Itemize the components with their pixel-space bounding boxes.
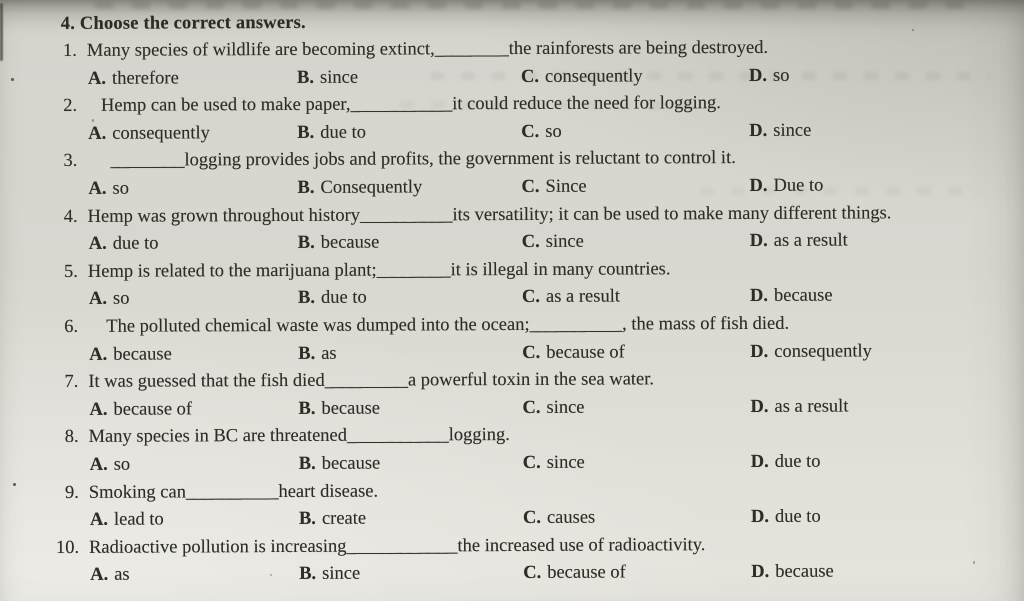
option-letter: C. (520, 66, 540, 87)
option-c (523, 450, 585, 478)
question-text: Radioactive pollution is increasing____________the increased use of radioactivity. (89, 534, 706, 558)
option-text: because (773, 285, 833, 307)
option-letter: D. (750, 341, 769, 362)
option-b (298, 340, 337, 368)
options-line (0, 337, 1024, 369)
option-c (522, 394, 584, 422)
option-text: as (114, 564, 130, 586)
option-letter: B. (299, 564, 317, 585)
option-letter: D. (749, 175, 768, 196)
question-line (0, 310, 1024, 342)
question-number: 1. (62, 40, 77, 61)
question-text: Hemp was grown throughout history__________its versatility; it can be used to make many different things. (87, 202, 892, 227)
option-b (299, 561, 360, 589)
option-text: because of (113, 399, 193, 420)
option-letter: A. (89, 454, 108, 475)
option-text: Consequently (320, 177, 423, 198)
question-line (0, 199, 1024, 231)
option-a (88, 65, 179, 93)
option-letter: B. (298, 453, 316, 474)
option-text: lead to (113, 509, 164, 530)
option-d (750, 228, 848, 256)
option-letter: D. (750, 506, 769, 528)
options-line (0, 61, 1023, 93)
option-text: so (772, 65, 790, 86)
options-line (0, 282, 1024, 314)
option-d (750, 393, 848, 421)
option-letter: D. (750, 396, 769, 417)
option-letter: A. (89, 399, 108, 420)
question-number: 10. (55, 537, 80, 558)
option-d (750, 338, 872, 366)
option-letter: A. (87, 68, 107, 89)
options-line (0, 392, 1024, 424)
options-line (0, 172, 1024, 204)
option-text: consequently (112, 123, 210, 144)
option-text: so (112, 289, 130, 310)
option-text: therefore (111, 68, 179, 89)
option-letter: C. (522, 397, 541, 418)
option-text: so (545, 121, 562, 142)
question-line (0, 255, 1024, 287)
option-c (522, 339, 625, 367)
option-text: because (320, 232, 380, 253)
question-number: 9. (64, 482, 79, 503)
option-d (751, 559, 834, 587)
option-text: due to (774, 451, 821, 472)
option-letter: D. (748, 65, 768, 86)
question-number: 4. (63, 206, 78, 227)
option-text: because (775, 561, 834, 583)
option-a (88, 120, 210, 148)
option-a (89, 286, 130, 314)
option-text: because (321, 398, 381, 419)
question-number: 5. (63, 261, 78, 282)
option-letter: A. (89, 509, 108, 530)
question-line (0, 365, 1024, 397)
option-b (298, 285, 367, 313)
option-b (299, 506, 366, 534)
option-a (89, 396, 192, 424)
option-text: as a result (545, 286, 621, 308)
question-number: 3. (63, 151, 78, 172)
question-text: Smoking can__________heart disease. (88, 481, 379, 503)
option-c (521, 119, 562, 147)
option-a (90, 562, 130, 590)
option-letter: A. (88, 289, 108, 310)
option-text: since (545, 231, 584, 253)
option-text: so (112, 178, 130, 199)
option-text: due to (320, 122, 367, 143)
option-text: since (546, 452, 585, 473)
option-text: consequently (544, 66, 643, 87)
option-text: since (322, 563, 361, 585)
option-text: due to (774, 506, 821, 527)
option-letter: C. (522, 507, 541, 529)
option-d (749, 173, 823, 201)
question-line (1, 420, 1024, 452)
option-b (299, 450, 381, 478)
option-a (89, 341, 172, 369)
option-letter: A. (88, 178, 107, 199)
options-line (1, 503, 1024, 535)
option-c (523, 505, 595, 533)
question-list (0, 34, 1024, 590)
question-text: Hemp is related to the marijuana plant;________it is illegal in many countries. (87, 259, 671, 282)
options-line (0, 117, 1023, 149)
question-line (0, 144, 1023, 176)
question-number: 7. (64, 372, 79, 393)
option-letter: C. (522, 452, 541, 473)
option-text: due to (320, 287, 367, 309)
option-letter: D. (749, 286, 769, 307)
option-b (297, 119, 366, 147)
option-text: create (321, 508, 367, 529)
option-c (521, 174, 586, 202)
option-c (523, 560, 626, 588)
option-b (298, 395, 380, 423)
options-line (1, 558, 1024, 590)
option-text: so (113, 454, 131, 475)
option-letter: D. (749, 231, 768, 252)
option-d (750, 283, 833, 311)
option-text: as a result (774, 396, 849, 417)
option-b (298, 230, 380, 258)
option-text: consequently (774, 340, 872, 362)
option-text: Since (545, 176, 587, 197)
option-c (522, 284, 620, 312)
option-d (749, 62, 790, 90)
option-b (297, 64, 358, 92)
option-text: due to (112, 233, 159, 254)
option-a (90, 452, 131, 480)
option-text: because of (546, 342, 625, 363)
option-text: causes (546, 507, 596, 528)
option-letter: B. (298, 398, 316, 419)
option-letter: D. (750, 451, 769, 472)
option-letter: B. (296, 67, 315, 88)
option-letter: C. (521, 232, 540, 253)
question-number: 2. (63, 96, 78, 117)
option-a (88, 176, 129, 204)
option-letter: B. (298, 343, 316, 364)
option-text: Due to (773, 175, 824, 196)
option-d (749, 117, 811, 145)
options-line (0, 227, 1024, 259)
question-text: Many species in BC are threatened___________logging. (88, 425, 510, 448)
option-text: since (773, 120, 812, 141)
option-letter: B. (298, 508, 316, 530)
question-text: Hemp can be used to make paper,___________it could reduce the need for logging. (87, 93, 721, 117)
option-text: because (113, 344, 172, 365)
option-letter: B. (297, 177, 315, 198)
question-number: 6. (64, 316, 79, 337)
option-text: since (546, 397, 585, 418)
option-a (89, 231, 159, 259)
question-text: It was guessed that the fish died_________a powerful toxin in the sea water. (88, 369, 655, 392)
option-letter: A. (90, 565, 109, 586)
option-letter: D. (751, 562, 770, 583)
option-text: as a result (773, 230, 848, 252)
option-letter: A. (88, 233, 107, 255)
option-c (522, 229, 584, 257)
option-letter: C. (521, 121, 540, 142)
option-text: because of (547, 562, 626, 584)
question-number: 8. (64, 427, 79, 448)
option-letter: C. (521, 176, 540, 197)
option-letter: B. (297, 233, 315, 254)
option-c (521, 63, 643, 91)
option-text: since (319, 67, 359, 88)
option-d (751, 449, 821, 477)
question-text: ________logging provides jobs and profits, the government is reluctant to control it. (87, 148, 736, 172)
question-line (0, 34, 1023, 66)
question-line (1, 530, 1024, 562)
option-letter: B. (297, 288, 316, 309)
option-letter: A. (89, 344, 108, 365)
options-line (1, 448, 1024, 480)
question-text: The polluted chemical waste was dumped into the ocean;__________, the mass of fish died. (88, 313, 790, 337)
option-letter: C. (521, 287, 541, 308)
option-d (751, 504, 821, 532)
exercise-title: 4. Choose the correct answers. (60, 12, 306, 34)
option-letter: A. (88, 123, 107, 144)
option-letter: C. (523, 563, 542, 584)
question-line (0, 89, 1023, 121)
question-line (1, 475, 1024, 507)
option-letter: C. (522, 342, 541, 363)
question-text: Many species of wildlife are becoming extinct,________the rainforests are being destroyed. (86, 37, 769, 61)
option-text: as (321, 343, 337, 364)
option-b (297, 174, 422, 202)
option-letter: D. (749, 120, 768, 141)
option-text: because (321, 453, 381, 474)
option-letter: B. (297, 122, 315, 143)
option-a (90, 507, 164, 535)
